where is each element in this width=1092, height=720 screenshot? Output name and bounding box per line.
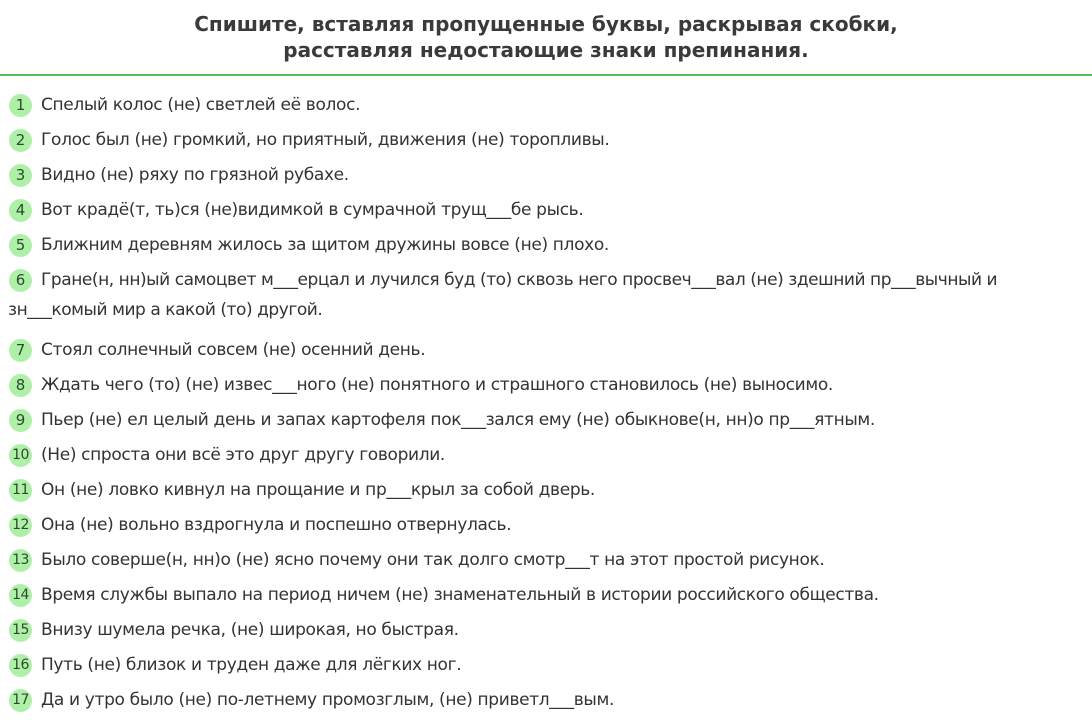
list-item-9 <box>0 403 1092 438</box>
exercise-list <box>0 88 1092 718</box>
number-badge: 16 <box>9 654 32 677</box>
sentence-text: Ждать чего (то) (не) извес___ного (не) понятного и страшного становилось (не) выносимо. <box>41 375 833 395</box>
list-item-5 <box>0 228 1092 263</box>
number-badge: 17 <box>9 689 32 712</box>
sentence-text: Спелый колос (не) светлей её волос. <box>41 95 361 115</box>
sentence-text: Путь (не) близок и труден даже для лёгких ног. <box>41 655 462 675</box>
sentence-text: Голос был (не) громкий, но приятный, движения (не) торопливы. <box>41 130 610 150</box>
list-item-3 <box>0 158 1092 193</box>
number-badge: 15 <box>9 619 32 642</box>
number-badge: 2 <box>9 129 32 152</box>
list-item-11 <box>0 473 1092 508</box>
list-item-14 <box>0 578 1092 613</box>
sentence-text: Пьер (не) ел целый день и запах картофеля пок___зался ему (не) обыкнове(н, нн)о пр___ятным. <box>41 410 875 430</box>
sentence-text: Ближним деревням жилось за щитом дружины вовсе (не) плохо. <box>41 235 609 255</box>
number-badge: 3 <box>9 164 32 187</box>
list-item-7 <box>0 333 1092 368</box>
number-badge: 5 <box>9 234 32 257</box>
list-item-1 <box>0 88 1092 123</box>
number-badge: 9 <box>9 409 32 432</box>
list-item-6 <box>0 263 1092 333</box>
sentence-text: Он (не) ловко кивнул на прощание и пр___крыл за собой дверь. <box>41 480 595 500</box>
list-item-8 <box>0 368 1092 403</box>
sentence-text: Стоял солнечный совсем (не) осенний день. <box>41 340 426 360</box>
sentence-text: Было соверше(н, нн)о (не) ясно почему они так долго смотр___т на этот простой рисунок. <box>41 550 825 570</box>
number-badge: 11 <box>9 479 32 502</box>
number-badge: 10 <box>9 444 32 467</box>
number-badge: 8 <box>9 374 32 397</box>
number-badge: 12 <box>9 514 32 537</box>
sentence-text: Время службы выпало на период ничем (не) знаменательный в истории российского общества. <box>41 585 879 605</box>
sentence-text: (Не) спроста они всё это друг другу говорили. <box>41 445 445 465</box>
list-item-12 <box>0 508 1092 543</box>
list-item-2 <box>0 123 1092 158</box>
page-title-line-2: расставляя недостающие знаки препинания. <box>283 38 809 62</box>
page-header <box>0 0 1092 76</box>
number-badge: 6 <box>9 269 32 292</box>
number-badge: 1 <box>9 94 32 117</box>
sentence-text: Гране(н, нн)ый самоцвет м___ерцал и лучился буд (то) сквозь него просвеч___вал (не) здешний пр___вычный и зн___комый мир а какой (то) другой. <box>8 270 998 320</box>
list-item-10 <box>0 438 1092 473</box>
sentence-text: Внизу шумела речка, (не) широкая, но быстрая. <box>41 620 459 640</box>
sentence-text: Вот крадё(т, ть)ся (не)видимкой в сумрачной трущ___бе рысь. <box>41 200 584 220</box>
page-title-line-1: Спишите, вставляя пропущенные буквы, раскрывая скобки, <box>194 12 898 36</box>
number-badge: 7 <box>9 339 32 362</box>
list-item-17 <box>0 683 1092 718</box>
list-item-15 <box>0 613 1092 648</box>
sentence-text: Да и утро было (не) по-летнему промозглым, (не) приветл___вым. <box>41 690 615 710</box>
list-item-13 <box>0 543 1092 578</box>
list-item-16 <box>0 648 1092 683</box>
number-badge: 13 <box>9 549 32 572</box>
number-badge: 4 <box>9 199 32 222</box>
number-badge: 14 <box>9 584 32 607</box>
sentence-text: Она (не) вольно вздрогнула и поспешно отвернулась. <box>41 515 512 535</box>
list-item-4 <box>0 193 1092 228</box>
sentence-text: Видно (не) ряху по грязной рубахе. <box>41 165 349 185</box>
